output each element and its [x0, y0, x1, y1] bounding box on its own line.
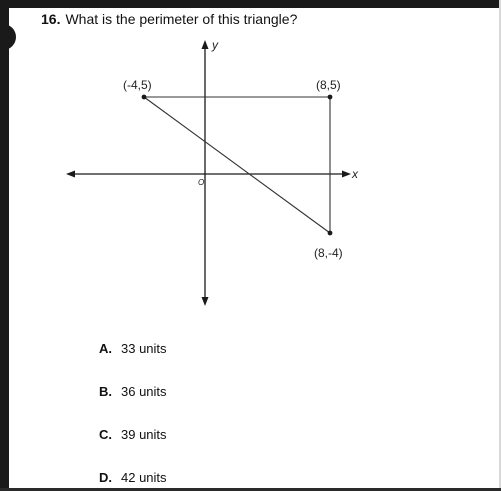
x-axis-left-arrow — [66, 171, 75, 178]
choice-c[interactable] — [99, 427, 167, 443]
y-axis-bottom-arrow — [202, 297, 209, 306]
question-number: 16. — [41, 11, 61, 27]
x-axis-label: x — [352, 167, 358, 181]
choice-d-letter: D. — [99, 470, 112, 485]
choice-a-letter: A. — [99, 341, 112, 356]
choice-a[interactable] — [99, 341, 167, 357]
point-a-label: (-4,5) — [123, 78, 152, 92]
origin-label: O — [198, 178, 205, 187]
question-text: What is the perimeter of this triangle? — [65, 11, 298, 27]
x-axis-right-arrow — [342, 171, 351, 178]
choice-a-text: 33 units — [121, 341, 167, 356]
choice-c-text: 39 units — [121, 427, 167, 442]
y-axis-label: y — [212, 38, 218, 52]
choice-c-letter: C. — [99, 427, 112, 442]
point-a — [142, 95, 147, 100]
y-axis-top-arrow — [202, 40, 209, 49]
point-b-label: (8,5) — [316, 78, 341, 92]
choice-d-text: 42 units — [121, 470, 167, 485]
choice-b-text: 36 units — [121, 384, 167, 399]
choice-b[interactable] — [99, 384, 167, 400]
point-c — [328, 231, 333, 236]
choice-b-letter: B. — [99, 384, 112, 399]
choice-d[interactable] — [99, 470, 167, 486]
triangle-hypotenuse — [144, 97, 330, 233]
point-b — [328, 95, 333, 100]
point-c-label: (8,-4) — [314, 246, 343, 260]
